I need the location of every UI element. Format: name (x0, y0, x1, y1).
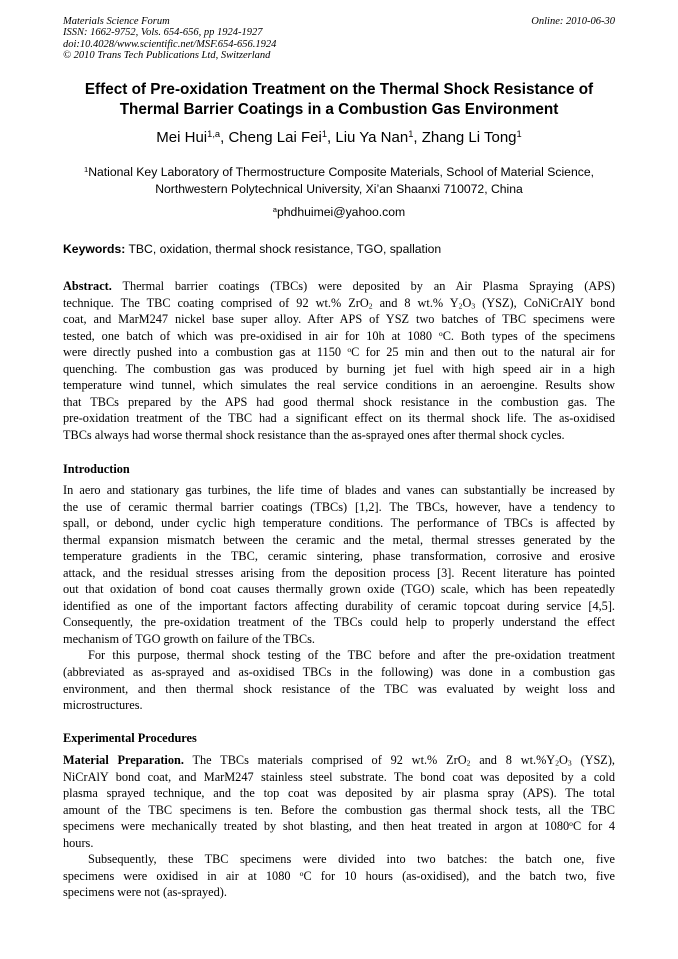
keywords-text: TBC, oxidation, thermal shock resistance, TGO, spallation (128, 242, 442, 256)
affiliation-line-1: National Key Laboratory of Thermostructure Composite Materials, School of Material Science, (88, 165, 594, 179)
experimental-line: plasma sprayed technique, and the top coat was deposited by air plasma spray (APS). The total (63, 786, 615, 801)
intro-line: out that oxidation of bond coat causes thermally grown oxide (TGO) scale, which has been repeatedly (63, 582, 615, 597)
author-sup: 1 (408, 128, 414, 139)
author-name: Zhang Li Tong (421, 129, 517, 146)
experimental-line: Subsequently, these TBC specimens were divided into two batches: the batch one, five (88, 852, 615, 867)
abstract-text: C. Both types of the specimens (442, 328, 616, 343)
author-name: Cheng Lai Fei (228, 129, 322, 146)
abstract-text: were directly pushed into a combustion gas at 1150 (63, 345, 348, 360)
doi-line: doi:10.4028/www.scientific.net/MSF.654-656.1924 (63, 38, 277, 50)
subscript: 3 (471, 301, 476, 311)
abstract-text: technique. The TBC coating comprised of 92 wt.% ZrO (63, 295, 369, 310)
journal-header (63, 16, 276, 62)
experimental-line (63, 818, 615, 835)
experimental-body (63, 752, 615, 901)
author-sup: 1 (516, 128, 522, 139)
abstract-text: Thermal barrier coatings (TBCs) were deposited by an Air Plasma Spraying (APS) (122, 279, 615, 293)
title-line-2: Thermal Barrier Coatings in a Combustion Gas Environment (119, 101, 559, 118)
experimental-text: and 8 wt.%Y (470, 753, 556, 767)
experimental-text: specimens were oxidised in air at 1080 (63, 868, 300, 883)
subscript: 2 (368, 301, 373, 311)
abstract-line (63, 344, 615, 361)
author-list: Mei Hui$^{1,a}$, Cheng Lai Fei$^1$, Liu Ya Nan$^1$, Zhang Li Tong$^1$ (156, 128, 522, 146)
degree-sup: o (347, 345, 352, 354)
author-name: Liu Ya Nan (335, 129, 409, 146)
author-sup: 1,a (207, 128, 221, 139)
author-sup: 1 (321, 128, 328, 139)
subscript: 3 (567, 758, 572, 768)
affiliation (40, 164, 638, 197)
abstract (63, 278, 615, 443)
intro-line: temperature gradients in the TBC, ceramic sintering, phase transformation, corrosive and erosive (63, 549, 615, 564)
experimental-line: specimens were not (as-sprayed). (63, 885, 227, 900)
intro-line: spall, or debond, under cyclic high temperature conditions. The performance of TBCs is affected by (63, 516, 615, 531)
paper-title (40, 80, 638, 120)
experimental-heading: Experimental Procedures (63, 731, 197, 745)
subscript: 2 (466, 758, 471, 768)
abstract-text: and 8 wt.% Y (372, 295, 459, 310)
experimental-line: amount of the TBC specimens is ten. Before the combustion gas thermal shock tests, all the TBC (63, 802, 615, 817)
abstract-text: tested, one batch of which was pre-oxidised in air for 10h at 1080 (63, 328, 439, 343)
intro-line: (abbreviated as as-sprayed and as-oxidised TBCs in the following) was done in a combustion gas (63, 665, 615, 680)
keywords-label: Keywords: (63, 242, 126, 256)
intro-line: attack, and the residual stresses arising from the deposition process [3]. Recent literature has pointed (63, 565, 615, 580)
affiliation-sup: 1 (84, 164, 89, 174)
abstract-line: TBCs always had worse thermal shock resistance than the as-sprayed ones after thermal shock cycles. (63, 427, 565, 442)
email-sup: a (272, 204, 277, 214)
experimental-line: NiCrAlY bond coat, and MarM247 stainless steel substrate. The bond coat was deposited by a cold (63, 769, 615, 784)
abstract-text: (YSZ), CoNiCrAlY bond (475, 295, 615, 310)
experimental-text: specimens were mechanically treated by shot blasting, and then heat treated in argon at 1080 (63, 819, 570, 834)
journal-name: Materials Science Forum (63, 16, 170, 27)
introduction-body (63, 482, 615, 714)
abstract-line (63, 278, 615, 295)
experimental-line (63, 868, 615, 885)
affiliation-line-2: Northwestern Polytechnical University, Xi’an Shaanxi 710072, China (155, 181, 523, 196)
intro-line: Consequently, the pre-oxidation treatment of the TBCs could help to properly understand the effect (63, 615, 615, 630)
experimental-text: C for 10 hours (as-oxidised), and the batch two, five (303, 868, 615, 883)
experimental-line (63, 752, 615, 769)
experimental-text: The TBCs materials comprised of 92 wt.% ZrO (183, 753, 467, 767)
abstract-line: temperature wind tunnel, which simulates the real service conditions in an aeroengine. Results show (63, 378, 615, 393)
degree-sup: o (299, 868, 304, 878)
abstract-line: quenching. The combustion gas was produced by burning jet fuel with high speed air in a high (63, 361, 615, 376)
intro-line: microstructures. (63, 698, 143, 713)
intro-line: For this purpose, thermal shock testing of the TBC before and after the pre-oxidation treatment (88, 648, 615, 663)
intro-line: thermal expansion mismatch between the ceramic and the metal, thermal stresses generated by the (63, 532, 615, 547)
introduction-heading: Introduction (63, 462, 130, 476)
experimental-text: (YSZ), (571, 753, 615, 767)
intro-line: In aero and stationary gas turbines, the life time of blades and vanes can substantially be increased by (63, 483, 615, 497)
subscript: 2 (555, 758, 559, 768)
degree-sup: o (569, 819, 573, 828)
author-name: Mei Hui (156, 129, 208, 146)
abstract-line (63, 295, 615, 312)
degree-sup: o (438, 328, 443, 338)
abstract-label: Abstract. (63, 279, 112, 293)
experimental-line: hours. (63, 835, 94, 850)
experimental-text: C for 4 (572, 819, 615, 834)
intro-line: mechanism of TGO growth on failure of the TBCs. (63, 631, 315, 646)
issn-line: ISSN: 1662-9752, Vols. 654-656, pp 1924-1927 (63, 27, 263, 39)
email-link[interactable]: phdhuimei@yahoo.com (276, 205, 406, 219)
keywords (63, 241, 615, 257)
abstract-text: O (462, 295, 472, 310)
intro-line: identified as one of the important factors affecting durability of ceramic topcoat during service [4,5]. (63, 598, 615, 613)
abstract-line (63, 328, 615, 345)
subscript: 2 (458, 301, 463, 311)
intro-line: the use of ceramic thermal barrier coatings (TBCs) [1,2]. The TBCs, however, have a tendency to (63, 499, 615, 514)
online-date: Online: 2010-06-30 (531, 16, 615, 27)
author-email (40, 204, 638, 220)
experimental-text: O (559, 753, 568, 767)
abstract-line: coat, and MarM247 nickel base super alloy. After APS of YSZ two batches of TBC specimens were (63, 312, 615, 327)
title-line-1: Effect of Pre-oxidation Treatment on the Thermal Shock Resistance of (84, 81, 594, 98)
copyright-line: © 2010 Trans Tech Publications Ltd, Switzerland (63, 50, 271, 62)
material-preparation-label: Material Preparation. (63, 753, 184, 767)
abstract-line: pre-oxidation treatment of the TBC had a significant effect on its thermal shock life. The as-oxidised (63, 411, 615, 426)
intro-line: environment, and then thermal shock resistance of the TBC was evaluated by weight loss and (63, 681, 615, 696)
abstract-text: C for 25 min and then out to the natural air for (351, 345, 615, 360)
abstract-line: that TBCs prepared by the APS had good thermal shock resistance in the combustion gas. The (63, 394, 615, 409)
